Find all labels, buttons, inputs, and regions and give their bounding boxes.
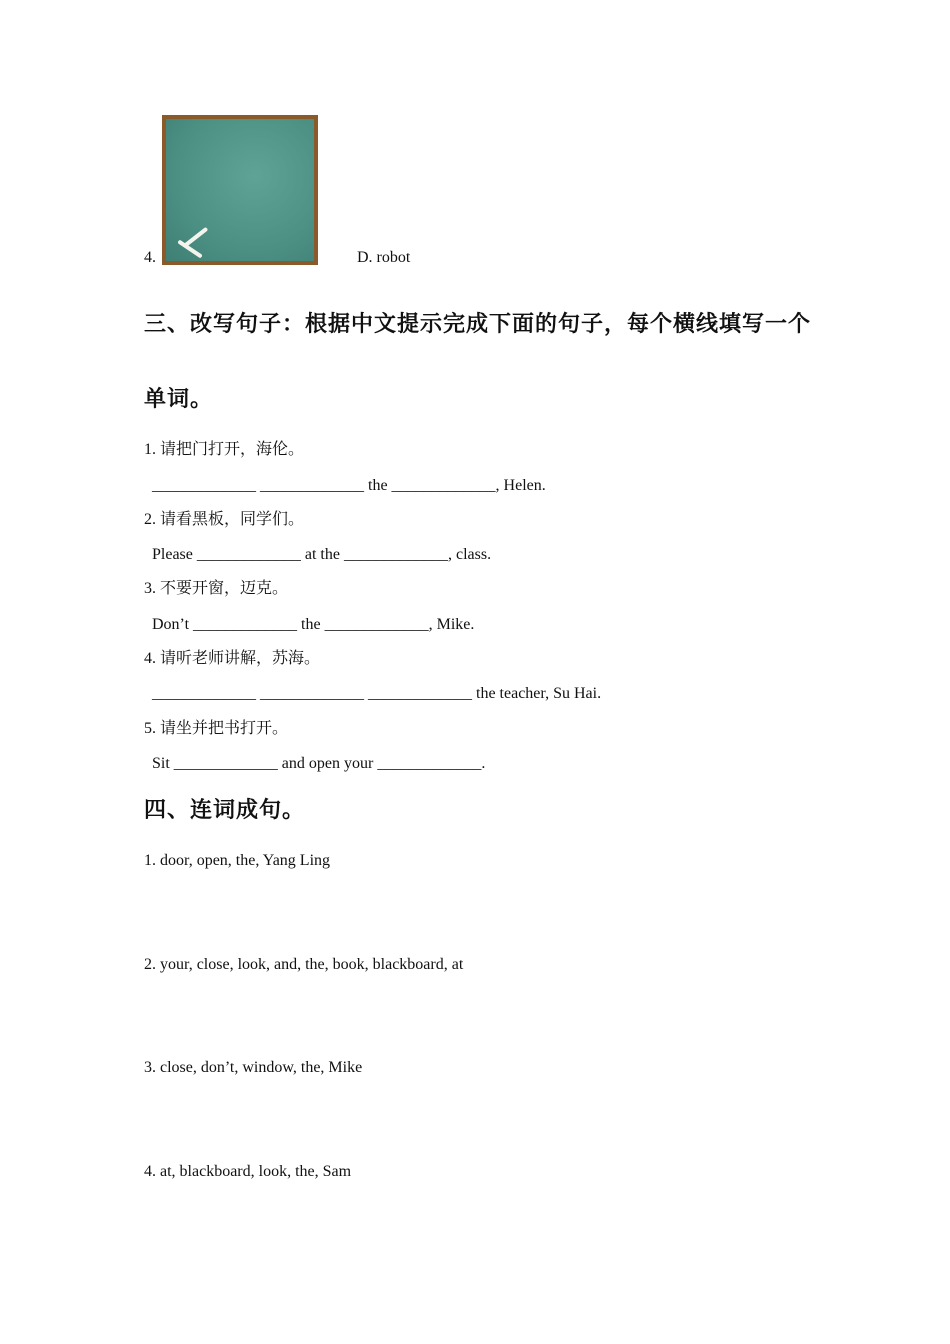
fill-in-sentence: Don’t _____________ the _____________, Mike. <box>152 616 475 633</box>
option-label: D. robot <box>357 249 411 266</box>
section-title: 四、连词成句。 <box>144 798 306 823</box>
chinese-prompt: 1. 请把门打开，海伦。 <box>144 441 305 458</box>
word-order-question: 3. close, don’t, window, the, Mike <box>144 1059 363 1076</box>
chinese-prompt: 5. 请坐并把书打开。 <box>144 720 289 737</box>
item-number: 4. <box>144 249 156 266</box>
chinese-prompt: 2. 请看黑板，同学们。 <box>144 511 305 528</box>
blackboard-image <box>162 115 318 265</box>
section-title: 三、改写句子：根据中文提示完成下面的句子，每个横线填写一个 <box>144 312 812 337</box>
blackboard-surface <box>166 119 314 261</box>
fill-in-sentence: Sit _____________ and open your _____________. <box>152 755 486 772</box>
section-title-continued: 单词。 <box>144 387 214 412</box>
word-order-question: 1. door, open, the, Yang Ling <box>144 852 331 869</box>
fill-in-sentence: _____________ _____________ the _____________, Helen. <box>152 477 546 494</box>
fill-in-sentence: Please _____________ at the _____________, class. <box>152 546 492 563</box>
word-order-question: 2. your, close, look, and, the, book, blackboard, at <box>144 956 464 973</box>
chinese-prompt: 3. 不要开窗，迈克。 <box>144 580 289 597</box>
word-order-question: 4. at, blackboard, look, the, Sam <box>144 1163 352 1180</box>
chinese-prompt: 4. 请听老师讲解，苏海。 <box>144 650 321 667</box>
fill-in-sentence: _____________ _____________ _____________ the teacher, Su Hai. <box>152 685 602 702</box>
